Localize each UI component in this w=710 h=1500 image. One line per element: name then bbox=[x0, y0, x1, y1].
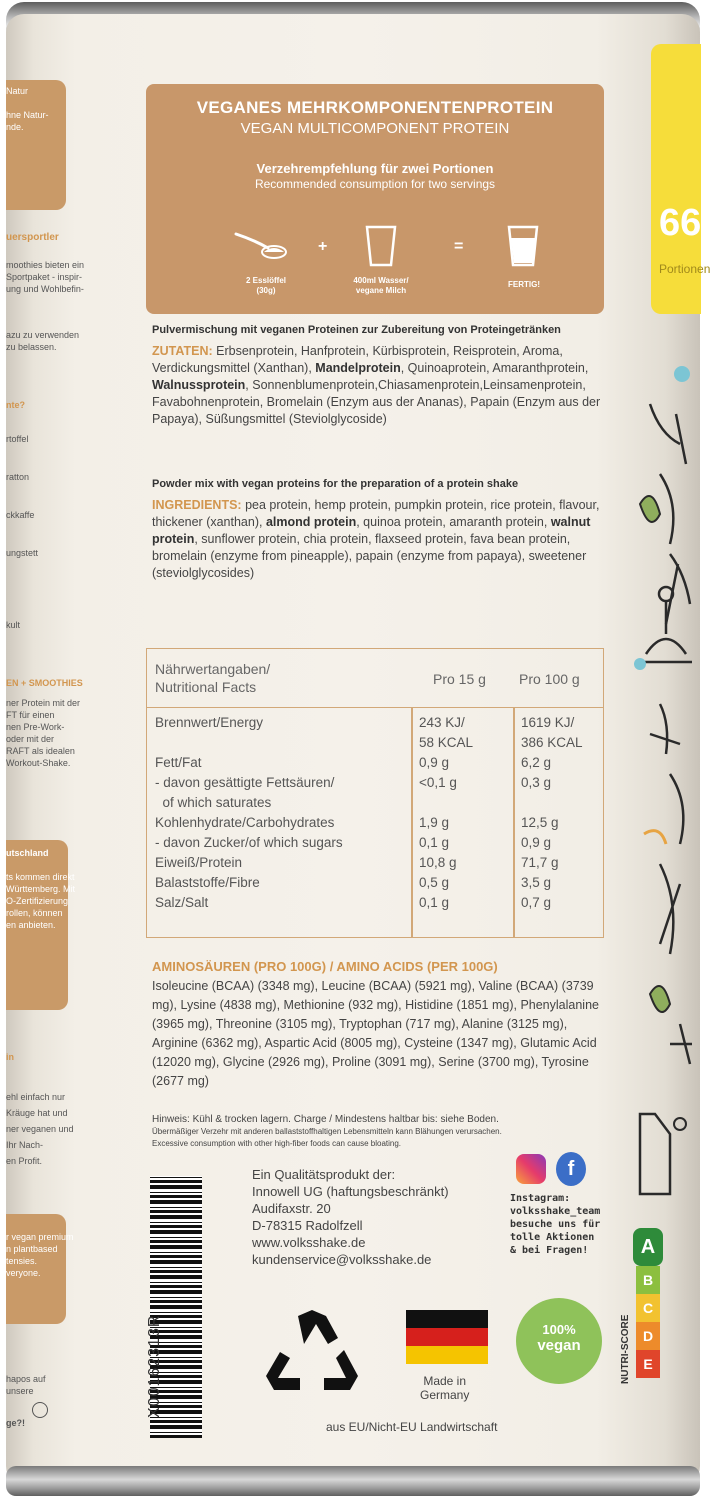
step-3-text: FERTIG! bbox=[508, 280, 540, 289]
side-text: ner Protein mit der bbox=[6, 698, 81, 708]
side-text: unsere bbox=[6, 1386, 34, 1396]
step-2-text bbox=[342, 276, 420, 296]
nutrition-value-100g: 1619 KJ/ bbox=[521, 715, 575, 730]
ingredients-de-intro: Pulvermischung mit veganen Proteinen zur Zubereitung von Proteingetränken bbox=[152, 324, 561, 336]
nutrition-row bbox=[147, 715, 603, 735]
nutrition-row bbox=[147, 755, 603, 775]
spoon-icon bbox=[234, 226, 290, 266]
side-text: in bbox=[6, 1052, 14, 1062]
filled-glass-icon bbox=[506, 224, 540, 268]
side-text: n plantbased bbox=[6, 1244, 58, 1254]
vegan-percent: 100% bbox=[542, 1322, 576, 1337]
company-line: D-78315 Radolfzell bbox=[252, 1218, 363, 1233]
side-text: ge?! bbox=[6, 1418, 25, 1428]
nutrition-value-15g: 0,1 g bbox=[419, 895, 450, 910]
side-text: kult bbox=[6, 620, 21, 630]
nutri-score-label: NUTRI-SCORE bbox=[620, 1314, 631, 1384]
ingredients-de-part3: , Sonnenblumenprotein,Chiasamenprotein,Leinsamenprotein, Favabohnenprotein, Bromelain (Enzym aus der Ananas), Papain (Enzym aus der Papaya), Süßungsmittel (Steviolglycoside) bbox=[152, 378, 601, 426]
nutrition-row-label: - davon Zucker/of which sugars bbox=[155, 835, 343, 850]
nutrition-row-label: Kohlenhydrate/Carbohydrates bbox=[155, 815, 335, 830]
nutrition-value-15g: 1,9 g bbox=[419, 815, 450, 830]
side-text: hapos auf bbox=[6, 1374, 46, 1384]
nutrition-row-label: Fett/Fat bbox=[155, 755, 202, 770]
side-text: Workout-Shake. bbox=[6, 758, 71, 768]
nutrition-row bbox=[147, 815, 603, 835]
ingredients-en-text bbox=[152, 497, 610, 582]
side-text: hne Natur- bbox=[6, 110, 49, 120]
vegan-label: vegan bbox=[537, 1337, 581, 1354]
nutrition-value-100g: 12,5 g bbox=[521, 815, 559, 830]
made-in-line: Made in bbox=[423, 1374, 467, 1388]
ingredients-en-part1: pea protein, hemp protein, pumpkin protein, rice protein, flavour, thickener (xanthan), bbox=[152, 498, 600, 529]
product-can bbox=[6, 14, 710, 1488]
germany-flag bbox=[406, 1310, 488, 1364]
nutri-score-letter: E bbox=[636, 1350, 660, 1378]
nutrition-row-label: Salz/Salt bbox=[155, 895, 209, 910]
step-2-line1: 400ml Wasser/ bbox=[353, 276, 409, 285]
nutrition-row bbox=[147, 835, 603, 855]
nutrition-value-15g: 58 KCAL bbox=[419, 735, 474, 750]
lifestyle-illustrations bbox=[630, 344, 700, 1214]
note-fiber-de: Übermäßiger Verzehr mit anderen ballaststoffhaltigen Lebensmitteln kann Blähungen verursachen. bbox=[152, 1127, 502, 1136]
nutrition-value-100g: 3,5 g bbox=[521, 875, 552, 890]
social-handle: volksshake_team bbox=[510, 1206, 601, 1217]
side-text: nte? bbox=[6, 400, 25, 410]
nutrition-value-15g: 10,8 g bbox=[419, 855, 457, 870]
made-in-germany bbox=[420, 1374, 469, 1402]
company-website: www.volksshake.de bbox=[252, 1235, 366, 1250]
side-text: Württemberg. Mit bbox=[6, 884, 76, 894]
nutrition-row bbox=[147, 735, 603, 755]
nutri-score-letter: A bbox=[633, 1228, 663, 1266]
nutrition-row bbox=[147, 795, 603, 815]
step-1-line2: (30g) bbox=[256, 286, 276, 295]
portions-tab bbox=[651, 44, 710, 314]
side-text: ung und Wohlbefin- bbox=[6, 284, 84, 294]
nutrition-value-100g: 0,9 g bbox=[521, 835, 552, 850]
nutrition-table bbox=[146, 648, 604, 938]
side-text: nde. bbox=[6, 122, 24, 132]
ingredients-de-text bbox=[152, 343, 610, 428]
facebook-icon: f bbox=[556, 1152, 586, 1186]
side-text: Kräuge hat und bbox=[6, 1108, 68, 1118]
nutrition-value-15g: 0,1 g bbox=[419, 835, 450, 850]
nutrition-row-label: of which saturates bbox=[155, 795, 272, 810]
side-text: oder mit der bbox=[6, 734, 55, 744]
nutrition-value-15g: 0,5 g bbox=[419, 875, 450, 890]
allergen-walnut-en: walnut protein bbox=[152, 515, 591, 546]
company-email: kundenservice@volksshake.de bbox=[252, 1252, 432, 1267]
social-line: & bei Fragen! bbox=[510, 1245, 589, 1256]
company-line: Audifaxstr. 20 bbox=[252, 1201, 331, 1216]
recommendation-de: Verzehrempfehlung für zwei Portionen bbox=[256, 161, 494, 176]
notes bbox=[152, 1114, 610, 1150]
side-text: ungstett bbox=[6, 548, 39, 558]
side-text: O-Zertifizierung bbox=[6, 896, 69, 906]
nutrition-row-label: Brennwert/Energy bbox=[155, 715, 264, 730]
ingredients-de-label: ZUTATEN: bbox=[152, 344, 213, 358]
germany-line: Germany bbox=[420, 1388, 470, 1402]
nutrition-rows bbox=[147, 715, 603, 915]
nutrition-value-15g: <0,1 g bbox=[419, 775, 457, 790]
nutrition-value-100g: 6,2 g bbox=[521, 755, 552, 770]
side-text: Sportpaket - inspir- bbox=[6, 272, 83, 282]
glass-icon bbox=[364, 224, 398, 268]
side-text: ts kommen direkt bbox=[6, 872, 75, 882]
title-de: VEGANES MEHRKOMPONENTENPROTEIN bbox=[196, 98, 554, 117]
nutri-score-letter: C bbox=[636, 1294, 660, 1322]
nutrition-value-100g: 0,7 g bbox=[521, 895, 552, 910]
nutri-score bbox=[636, 1228, 664, 1378]
step-1-text bbox=[238, 276, 294, 296]
nutrition-value-100g: 0,3 g bbox=[521, 775, 552, 790]
side-text: en anbieten. bbox=[6, 920, 56, 930]
company-info bbox=[252, 1166, 449, 1268]
side-text: Ihr Nach- bbox=[6, 1140, 44, 1150]
side-text: EN + SMOOTHIES bbox=[6, 678, 83, 688]
header-box bbox=[146, 84, 604, 314]
allergen-almond-en: almond protein bbox=[265, 515, 357, 529]
side-text: ckkaffe bbox=[6, 510, 35, 520]
nutrition-value-100g: 386 KCAL bbox=[521, 735, 583, 750]
side-text: ehl einfach nur bbox=[6, 1092, 66, 1102]
ingredients-en-label: INGREDIENTS: bbox=[152, 498, 242, 512]
nutrition-value-15g: 243 KJ/ bbox=[419, 715, 465, 730]
portions-label: Portionen bbox=[659, 262, 710, 276]
side-text: azu zu verwenden bbox=[6, 330, 80, 340]
ingredients-en-part2: , quinoa protein, amaranth protein, bbox=[356, 515, 551, 529]
nutrition-header-de: Nährwertangaben/ bbox=[155, 661, 271, 677]
social-line: tolle Aktionen bbox=[510, 1232, 595, 1243]
side-text: zu belassen. bbox=[6, 342, 57, 352]
smiley-icon bbox=[32, 1402, 48, 1418]
instagram-icon bbox=[516, 1154, 546, 1184]
nutrition-row-label: Balaststoffe/Fibre bbox=[155, 875, 260, 890]
side-text: Natur bbox=[6, 86, 29, 96]
nutri-score-letter: D bbox=[636, 1322, 660, 1350]
social-line: besuche uns für bbox=[510, 1219, 601, 1230]
portions-count: 66 bbox=[659, 202, 702, 244]
side-text: rollen, können bbox=[6, 908, 63, 918]
amino-section bbox=[152, 958, 610, 1091]
amino-title: AMINOSÄUREN (PRO 100G) / AMINO ACIDS (PER 100G) bbox=[152, 959, 498, 974]
side-text: tensies. bbox=[6, 1256, 38, 1266]
nutrition-value-15g: 0,9 g bbox=[419, 755, 450, 770]
nutrition-row bbox=[147, 895, 603, 915]
nutrition-value-100g: 71,7 g bbox=[521, 855, 559, 870]
side-tab-1 bbox=[6, 80, 66, 210]
allergen-walnut-de: Walnussprotein bbox=[152, 378, 246, 392]
barcode-text: X00162313R bbox=[146, 1314, 163, 1418]
nutrition-row-label: Eiweiß/Protein bbox=[155, 855, 243, 870]
side-text: veryone. bbox=[6, 1268, 41, 1278]
nutrition-col-100g: Pro 100 g bbox=[519, 671, 580, 687]
plus-sign: + bbox=[318, 238, 328, 255]
equals-sign: = bbox=[454, 238, 464, 255]
ingredients-en-part3: , sunflower protein, chia protein, flaxseed protein, fava bean protein, bromelain (enzyme from pineapple), papain (enzyme from papaya), sweetener (steviolglycosides) bbox=[152, 532, 587, 580]
side-text: utschland bbox=[6, 848, 49, 858]
side-text: uersportler bbox=[6, 232, 59, 243]
step-2-line2: vegane Milch bbox=[355, 286, 407, 295]
nutrition-row bbox=[147, 875, 603, 895]
side-text: nen Pre-Work- bbox=[6, 722, 65, 732]
social-line: Instagram: bbox=[510, 1193, 571, 1204]
side-text: ner veganen und bbox=[6, 1124, 74, 1134]
nutrition-header-en: Nutritional Facts bbox=[155, 679, 257, 695]
allergen-almond-de: Mandelprotein bbox=[315, 361, 401, 375]
social-info bbox=[510, 1192, 600, 1257]
nutrition-row-label: - davon gesättigte Fettsäuren/ bbox=[155, 775, 335, 790]
ingredients-en bbox=[152, 476, 610, 582]
company-line: Innowell UG (haftungsbeschränkt) bbox=[252, 1184, 449, 1199]
side-text: moothies bieten ein bbox=[6, 260, 85, 270]
side-text: rtoffel bbox=[6, 434, 29, 444]
recycle-icon bbox=[260, 1306, 364, 1402]
origin-footer: aus EU/Nicht-EU Landwirtschaft bbox=[326, 1420, 498, 1434]
nutrition-row bbox=[147, 775, 603, 795]
recommendation-en: Recommended consumption for two servings bbox=[254, 177, 496, 191]
nutrition-col-15g: Pro 15 g bbox=[433, 671, 486, 687]
vegan-badge bbox=[516, 1298, 602, 1384]
note-storage: Hinweis: Kühl & trocken lagern. Charge / Mindestens haltbar bis: siehe Boden. bbox=[152, 1114, 499, 1125]
note-fiber-en: Excessive consumption with other high-fiber foods can cause bloating. bbox=[152, 1139, 402, 1148]
side-text: r vegan premium bbox=[6, 1232, 74, 1242]
side-text: en Profit. bbox=[6, 1156, 43, 1166]
ingredients-en-intro: Powder mix with vegan proteins for the preparation of a protein shake bbox=[152, 478, 519, 490]
ingredients-de bbox=[152, 322, 610, 428]
company-line: Ein Qualitätsprodukt der: bbox=[252, 1167, 396, 1182]
side-text: RAFT als idealen bbox=[6, 746, 75, 756]
step-1-line1: 2 Esslöffel bbox=[245, 276, 286, 285]
nutri-score-letter: B bbox=[636, 1266, 660, 1294]
nutrition-row bbox=[147, 855, 603, 875]
nutrition-header bbox=[147, 649, 603, 708]
can-rim-bottom bbox=[6, 1466, 700, 1496]
ingredients-de-part1: Erbsenprotein, Hanfprotein, Kürbisprotein, Reisprotein, Aroma, Verdickungsmittel (Xanthan), bbox=[152, 344, 563, 375]
side-text: ratton bbox=[6, 472, 30, 482]
side-text: FT für einen bbox=[6, 710, 55, 720]
amino-text: Isoleucine (BCAA) (3348 mg), Leucine (BCAA) (5921 mg), Valine (BCAA) (3739 mg), Lysine (4838 mg), Methionine (932 mg), Histidine (1851 mg), Phenylalanine (3965 mg), Threonine (3105 mg), Tryptophan (717 mg), Alanine (3125 mg), Arginine (6362 mg), Aspartic Acid (8005 mg), Cysteine (1347 mg), Glutamic Acid (12020 mg), Glycine (2926 mg), Proline (3091 mg), Serine (3700 mg), Tyrosine (2677 mg) bbox=[152, 979, 599, 1088]
ingredients-de-part2: , Quinoaprotein, Amaranthprotein, bbox=[400, 361, 589, 375]
title-en: VEGAN MULTICOMPONENT PROTEIN bbox=[240, 120, 510, 137]
